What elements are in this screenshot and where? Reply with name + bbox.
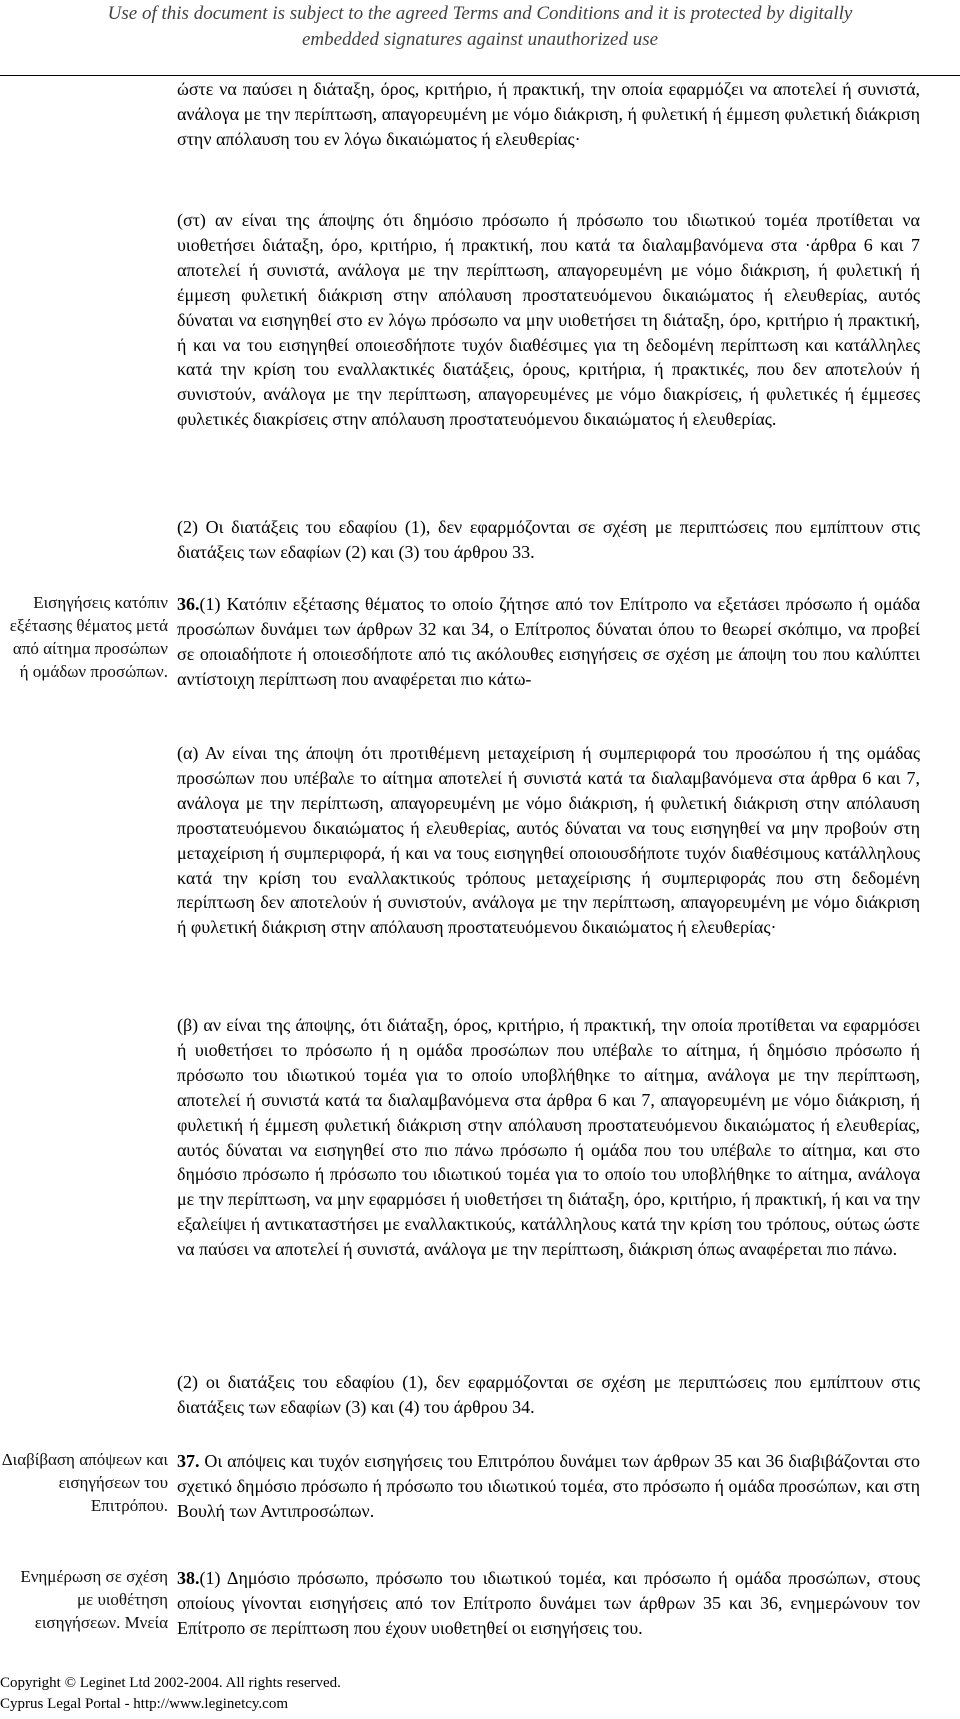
footer-portal: Cyprus Legal Portal - http://www.leginetcy.com (0, 1696, 288, 1712)
article-37-number: 37. (177, 1451, 200, 1471)
footer-copyright: Copyright © Leginet Ltd 2002-2004. All rights reserved. (0, 1675, 341, 1691)
paragraph-continuation: ώστε να παύσει η διάταξη, όρος, κριτήριο, ή πρακτική, την οποία εφαρμόζει να αποτελεί ή συνιστά, ανάλογα με την περίπτωση, απαγορευμένη με νόμο διάκριση, ή φυλετική ή έμμεση φυλετική διάκριση στην απόλαυση του εν λόγω δικαιώματος ή ελευθερίας· (177, 79, 920, 149)
article-38 (177, 1566, 920, 1641)
header-divider (0, 75, 960, 76)
usage-notice-line-1: Use of this document is subject to the agreed Terms and Conditions and it is protected by digitally (107, 3, 853, 24)
paragraph-2-article-36: (2) οι διατάξεις του εδαφίου (1), δεν εφαρμόζονται σε σχέση με περιπτώσεις που εμπίπτουν στις διατάξεις των εδαφίων (3) και (4) του άρθρου 34. (177, 1372, 920, 1417)
article-37 (177, 1449, 920, 1524)
article-36-number: 36. (177, 594, 200, 614)
margin-note-article-36: Εισηγήσεις κατόπιν εξέτασης θέματος μετά από αίτημα προσώπων ή ομάδων προσώπων. (9, 593, 168, 681)
paragraph-st: (στ) αν είναι της άποψης ότι δημόσιο πρόσωπο ή πρόσωπο του ιδιωτικού τομέα προτίθεται να υιοθετήσει διάταξη, όρο, κριτήριο, ή πρακτική, που κατά τα διαλαμβανόμενα στα ·άρθρα 6 και 7 αποτελεί ή συνιστά, ανάλογα με την περίπτωση, απαγορευμένη με νόμο διάκριση, ή φυλετική ή έμμεση φυλετική διάκριση στην απόλαυση προστατευόμενου δικαιώματος ή ελευθερίας, αυτός δύναται να εισηγηθεί στο εν λόγω πρόσωπο να μην υιοθετήσει τη διάταξη, όρο, κριτήριο ή πρακτική, ή και να του εισηγηθεί οποιεσδήποτε τυχόν διαθέσιμες για τη δεδομένη περίπτωση και κατάλληλες κατά την κρίση του εναλλακτικές διατάξεις, όρους, κριτήρια, ή πρακτικές, που δεν αποτελούν ή συνιστούν, ανάλογα με την περίπτωση, απαγορευμένες με νόμο διακρίσεις, ή φυλετικές ή έμμεσες φυλετικές διακρίσεις στην απόλαυση προστατευόμενου δικαιώματος ή ελευθερίας. (177, 210, 920, 430)
margin-note-article-38: Ενημέρωση σε σχέση με υιοθέτηση εισηγήσεων. Μνεία (20, 1567, 168, 1632)
margin-note-article-37: Διαβίβαση απόψεων και εισηγήσεων του Επιτρόπου. (1, 1450, 168, 1515)
usage-notice-line-2: embedded signatures against unauthorized use (301, 29, 659, 50)
article-36 (177, 592, 920, 692)
article-38-text: (1) Δημόσιο πρόσωπο, πρόσωπο του ιδιωτικού τομέα, και πρόσωπο ή ομάδα προσώπων, στους οποίους γίνονται εισηγήσεις από τον Επίτροπο δυνάμει των άρθρων 35 και 36, ενημερώνουν τον Επίτροπο σε περίπτωση που έχουν υιοθετηθεί οι εισηγήσεις του. (177, 1568, 920, 1638)
article-36-text: (1) Κατόπιν εξέτασης θέματος το οποίο ζήτησε από τον Επίτροπο να εξετάσει πρόσωπο ή ομάδα προσώπων δυνάμει των άρθρων 32 και 34, ο Επίτροπος δύναται όπου το θεωρεί σκόπιμο, να προβεί σε οποιαδήποτε ή οποιεσδήποτε από τις ακόλουθες εισηγήσεις σε σχέση με άποψη του που καλύπτει αντίστοιχη περίπτωση που αναφέρεται πιο κάτω- (177, 594, 920, 689)
paragraph-2-article-35: (2) Οι διατάξεις του εδαφίου (1), δεν εφαρμόζονται σε σχέση με περιπτώσεις που εμπίπτουν στις διατάξεις των εδαφίων (2) και (3) του άρθρου 33. (177, 517, 920, 562)
article-38-number: 38. (177, 1568, 200, 1588)
paragraph-b: (β) αν είναι της άποψης, ότι διάταξη, όρος, κριτήριο, ή πρακτική, την οποία προτίθεται να εφαρμόσει ή υιοθετήσει το πρόσωπο ή η ομάδα προσώπων που υπέβαλε το αίτημα, ή δημόσιο πρόσωπο ή πρόσωπο του ιδιωτικού τομέα για το οποίο υποβλήθηκε το αίτημα, ανάλογα με την περίπτωση, αποτελεί ή συνιστά κατά τα διαλαμβανόμενα στα άρθρα 6 και 7, απαγορευμένη με νόμο διάκριση, ή φυλετική ή έμμεση φυλετική διάκριση στην απόλαυση προστατευόμενου δικαιώματος ή ελευθερίας, αυτός δύναται να εισηγηθεί στο πιο πάνω πρόσωπο ή ομάδα που του υπέβαλε το αίτημα, και στο δημόσιο πρόσωπο ή πρόσωπο του ιδιωτικού τομέα για το οποίο του υποβλήθηκε το αίτημα, ανάλογα με την περίπτωση, να μην εφαρμόσει ή υιοθετήσει τη διάταξη, όρο, κριτήριο, ή πρακτική, ή και να την εξαλείψει ή αντικαταστήσει με εναλλακτικούς, κατάλληλους κατά την κρίση του τρόπους, ούτως ώστε να παύσει να αποτελεί ή συνιστά, ανάλογα με την περίπτωση, διάκριση όπως αναφέρεται πιο πάνω. (177, 1015, 920, 1260)
article-37-text: Οι απόψεις και τυχόν εισηγήσεις του Επιτρόπου δυνάμει των άρθρων 35 και 36 διαβιβάζονται στο σχετικό δημόσιο πρόσωπο ή πρόσωπο του ιδιωτικού τομέα, στο πρόσωπο ή ομάδα προσώπων, και στη Βουλή των Αντιπροσώπων. (177, 1451, 920, 1521)
usage-notice-header (0, 0, 960, 75)
paragraph-a: (α) Αν είναι της άποψη ότι προτιθέμενη μεταχείριση ή συμπεριφορά του προσώπου ή της ομάδας προσώπων που υπέβαλε το αίτημα αποτελεί ή συνιστά κατά τα διαλαμβανόμενα στα άρθρα 6 και 7, ανάλογα με την περίπτωση, απαγορευμένη με νόμο διάκριση, ή φυλετική διάκριση στην απόλαυση προστατευόμενου δικαιώματος ή ελευθερίας, αυτός δύναται να τους εισηγηθεί να μην προβούν στη μεταχείριση ή συμπεριφορά, ή και να τους εισηγηθεί οποιουσδήποτε τυχόν διαθέσιμους κατάλληλους κατά την κρίση του εναλλακτικούς τρόπους μεταχείρισης ή συμπεριφοράς που στη δεδομένη περίπτωση δεν αποτελούν ή συνιστούν, ανάλογα με την περίπτωση, απαγορευμένη με νόμο διάκριση ή φυλετική διάκριση στην απόλαυση προστατευόμενου δικαιώματος ή ελευθερίας· (177, 743, 920, 938)
